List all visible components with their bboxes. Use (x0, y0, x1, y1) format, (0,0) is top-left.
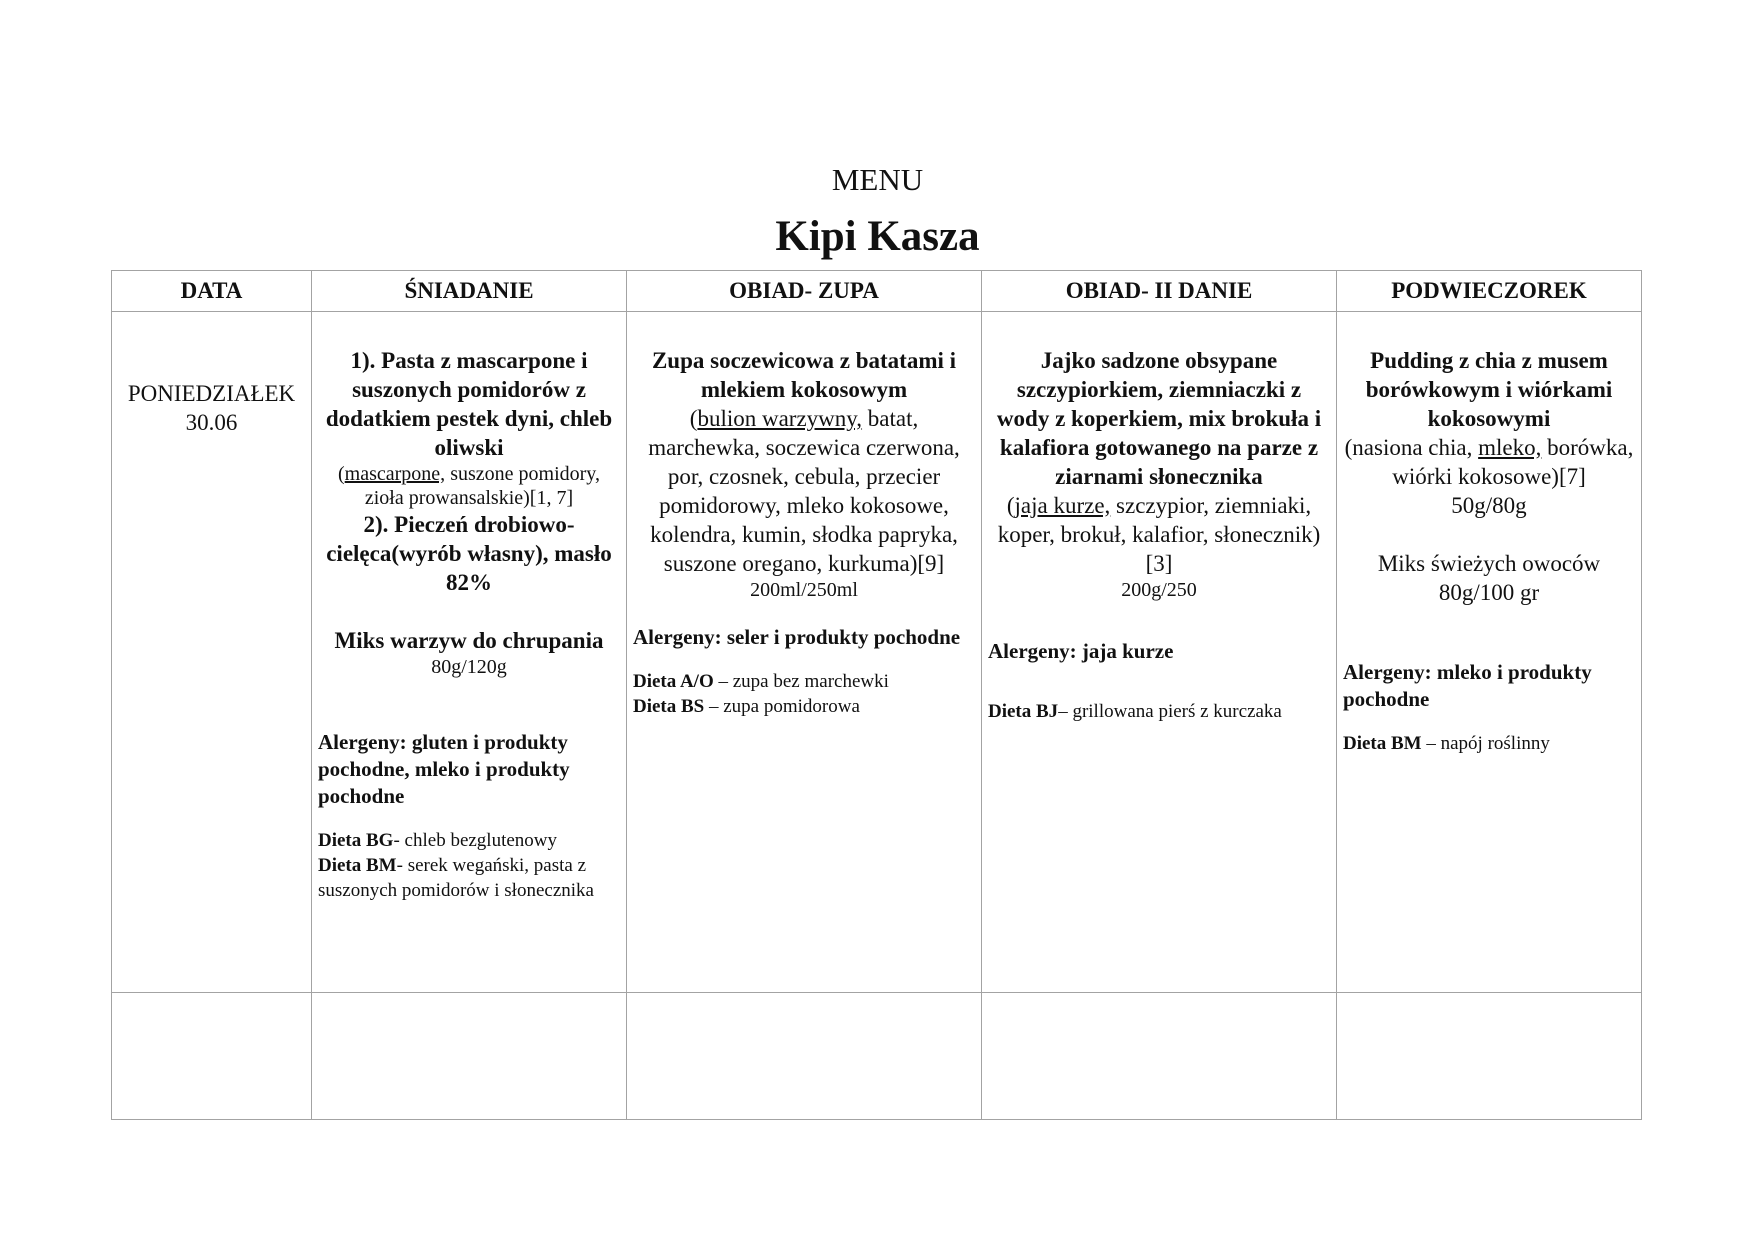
menu-table (111, 270, 1642, 1120)
breakfast-item3-title: Miks warzyw do chrupania (334, 628, 604, 653)
breakfast-item3-portion: 80g/120g (431, 656, 507, 678)
empty-cell (982, 993, 1337, 1120)
day-name: PONIEDZIAŁEK (127, 381, 296, 406)
document-header (0, 162, 1755, 262)
snack-portion: 50g/80g (1451, 493, 1527, 518)
breakfast-diet-bg (318, 828, 620, 853)
table-row (112, 993, 1642, 1120)
diet-text: – zupa bez marchewki (713, 671, 889, 692)
ingredients-open-paren: ( (1006, 493, 1015, 518)
ingredients-open-paren: ( (338, 463, 345, 485)
column-header-snack: PODWIECZOREK (1337, 271, 1642, 312)
ingredients-rest: szczypior, ziemniaki, koper, brokuł, kalafior, słonecznik)[3] (997, 493, 1321, 576)
ingredients-open-paren: ( (689, 406, 698, 431)
menu-label: MENU (831, 162, 924, 197)
main-course-cell (982, 312, 1337, 993)
snack-ingredients (1343, 433, 1635, 491)
snack-title: Pudding z chia z musem borówkowym i wiórkami kokosowymi (1365, 348, 1613, 431)
soup-diet-ao (633, 669, 975, 694)
ingredients-rest: borówka, wiórki kokosowe)[7] (1392, 435, 1634, 489)
diet-label: Dieta BS (633, 696, 705, 717)
snack-diet-bm (1343, 731, 1635, 756)
breakfast-item2-title: 2). Pieczeń drobiowo-cielęca(wyrób własny), masło 82% (326, 512, 612, 595)
main-course-diet-bj (988, 699, 1330, 724)
column-header-breakfast: ŚNIADANIE (312, 271, 627, 312)
column-header-date: DATA (112, 271, 312, 312)
day-date: 30.06 (185, 410, 238, 435)
empty-cell (1337, 993, 1642, 1120)
diet-label: Dieta BG (318, 830, 394, 851)
table-header-row (112, 271, 1642, 312)
ingredients-allergen: mleko, (1478, 435, 1542, 460)
ingredients-rest: suszone pomidory, zioła prowansalskie)[1, 7] (364, 463, 600, 509)
breakfast-cell (312, 312, 627, 993)
snack-cell (1337, 312, 1642, 993)
breakfast-allergens: Alergeny: gluten i produkty pochodne, mleko i produkty pochodne (318, 730, 570, 808)
empty-cell (312, 993, 627, 1120)
diet-text: – grillowana pierś z kurczaka (1058, 701, 1282, 722)
diet-text: – zupa pomidorowa (704, 696, 860, 717)
column-header-soup: OBIAD- ZUPA (627, 271, 982, 312)
soup-diet-bs (633, 694, 975, 719)
ingredients-before: (nasiona chia, (1344, 435, 1479, 460)
diet-label: Dieta BM (1343, 733, 1422, 754)
diet-text: – napój roślinny (1421, 733, 1550, 754)
main-course-title: Jajko sadzone obsypane szczypiorkiem, ziemniaczki z wody z koperkiem, mix brokuła i kalafiora gotowanego na parze z ziarnami słonecznika (996, 348, 1322, 489)
soup-ingredients (633, 404, 975, 578)
snack-item2-portion: 80g/100 gr (1438, 580, 1540, 605)
snack-allergens: Alergeny: mleko i produkty pochodne (1343, 660, 1592, 711)
soup-title: Zupa soczewicowa z batatami i mlekiem kokosowym (651, 348, 957, 402)
ingredients-allergen: bulion warzywny, (697, 406, 863, 431)
empty-cell (627, 993, 982, 1120)
empty-cell (112, 993, 312, 1120)
breakfast-diet-bm (318, 853, 620, 903)
page-title: Kipi Kasza (775, 213, 980, 260)
diet-text: - serek wegański, pasta z suszonych pomidorów i słonecznika (318, 855, 594, 901)
main-course-allergens: Alergeny: jaja kurze (988, 639, 1174, 663)
breakfast-item1-ingredients (318, 462, 620, 510)
diet-label: Dieta BM (318, 855, 397, 876)
table-row (112, 312, 1642, 993)
soup-portion: 200ml/250ml (750, 579, 858, 601)
diet-label: Dieta A/O (633, 671, 714, 692)
ingredients-rest: batat, marchewka, soczewica czerwona, por, czosnek, cebula, przecier pomidorowy, mleko kokosowe, kolendra, kumin, słodka papryka, suszone oregano, kurkuma)[9] (648, 406, 960, 576)
ingredients-allergen: mascarpone, (344, 463, 446, 485)
diet-text: - chleb bezglutenowy (393, 830, 558, 851)
date-cell (112, 312, 312, 993)
diet-label: Dieta BJ (988, 701, 1059, 722)
main-course-ingredients (988, 491, 1330, 578)
snack-item2-title: Miks świeżych owoców (1377, 551, 1601, 576)
ingredients-allergen: jaja kurze, (1014, 493, 1111, 518)
soup-cell (627, 312, 982, 993)
column-header-main-course: OBIAD- II DANIE (982, 271, 1337, 312)
main-course-portion: 200g/250 (1121, 579, 1197, 601)
breakfast-item1-title: 1). Pasta z mascarpone i suszonych pomidorów z dodatkiem pestek dyni, chleb oliwski (325, 348, 613, 460)
soup-allergens: Alergeny: seler i produkty pochodne (633, 625, 961, 649)
